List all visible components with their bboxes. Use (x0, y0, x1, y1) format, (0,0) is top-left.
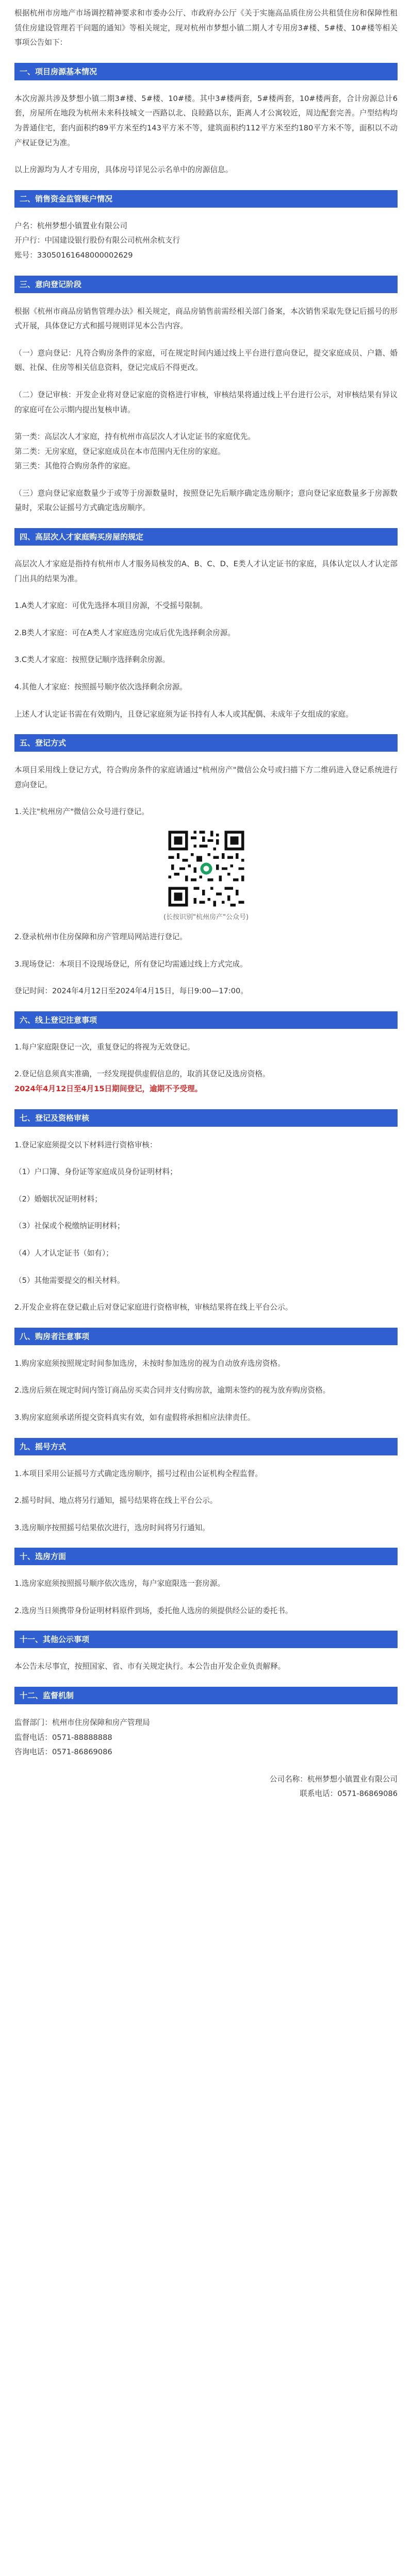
section3-category-1: 第一类：高层次人才家庭，持有杭州市高层次人才认定证书的家庭优先。 (14, 432, 256, 442)
section-heading-2: 二、销售资金监管账户情况 (14, 190, 398, 208)
section4-item-3: 3.C类人才家庭：按照登记顺序选择剩余房源。 (14, 655, 170, 665)
section7-item-5: （5）其他需要提交的相关材料。 (14, 1276, 125, 1285)
section6-item-2: 2.登记信息须真实准确，一经发现提供虚假信息的，取消其登记及选房资格。 (14, 1070, 270, 1079)
section5-method-3: 3.现场登记：本项目不设现场登记，所有登记均需通过线上方式完成。 (14, 959, 248, 969)
section-heading-11: 十一、其他公示事项 (14, 1631, 398, 1648)
section10-item-2: 2.选房当日须携带身份证明材料原件到场，委托他人选房的须提供经公证的委托书。 (14, 1606, 293, 1615)
section7-paragraph-1: 1.登记家庭须提交以下材料进行资格审核： (14, 1140, 157, 1149)
section7-item-4: （4）人才认定证书（如有）； (14, 1248, 113, 1258)
section8-item-1: 1.购房家庭须按照规定时间参加选房，未按时参加选房的视为自动放弃选房资格。 (14, 1359, 285, 1368)
section6-item-1: 1.每户家庭限登记一次，重复登记的将视为无效登记。 (14, 1042, 195, 1052)
section-heading-8: 八、购房者注意事项 (14, 1328, 398, 1345)
section9-item-3: 3.选房顺序按照摇号结果依次进行，选房时间将另行通知。 (14, 1523, 210, 1532)
section-heading-7: 七、登记及资格审核 (14, 1109, 398, 1127)
section-heading-4: 四、高层次人才家庭购买房屋的规定 (14, 528, 398, 546)
section-heading-6: 六、线上登记注意事项 (14, 1011, 398, 1029)
qr-code-image[interactable] (166, 828, 247, 909)
account-bank: 开户行：中国建设银行股份有限公司杭州余杭支行 (14, 236, 180, 245)
article-body (0, 6, 412, 1802)
section9-item-2: 2.摇号时间、地点将另行通知，摇号结果将在线上平台公示。 (14, 1496, 218, 1505)
section-heading-10: 十、选房方面 (14, 1548, 398, 1565)
section3-category-3: 第三类：其他符合购房条件的家庭。 (14, 462, 135, 471)
section9-item-1: 1.本项目采用公证摇号方式确定选房顺序，摇号过程由公证机构全程监督。 (14, 1469, 262, 1478)
footer-phone: 联系电话：0571-86869086 (300, 1789, 398, 1799)
section5-method-1: 1.关注"杭州房产"微信公众号进行登记。 (14, 807, 149, 817)
section7-item-3: （3）社保或个税缴纳证明材料； (14, 1222, 125, 1231)
section4-paragraph-6: 上述人才认定证书需在有效期内，且登记家庭须为证书持有人本人或其配偶、未成年子女组成的家庭。 (14, 709, 353, 719)
section6-red-note: 2024年4月12日至4月15日期间登记，逾期不予受理。 (14, 1084, 203, 1093)
supervision-department: 监督部门：杭州市住房保障和房产管理局 (14, 1718, 150, 1727)
section-heading-3: 三、意向登记阶段 (14, 276, 398, 293)
section-heading-1: 一、项目房源基本情况 (14, 63, 398, 80)
consult-phone: 咨询电话：0571-86869086 (14, 1748, 112, 1757)
account-name: 户名：杭州梦想小镇置业有限公司 (14, 221, 127, 230)
section-heading-12: 十二、监督机制 (14, 1687, 398, 1704)
section8-item-2: 2.选房后须在规定时间内签订商品房买卖合同并支付购房款，逾期未签约的视为放弃购房资格。 (14, 1386, 331, 1395)
section7-paragraph-7: 2.开发企业将在登记截止后对登记家庭进行资格审核，审核结果将在线上平台公示。 (14, 1303, 293, 1312)
section5-paragraph-1: 本项目采用线上登记方式，符合购房条件的家庭请通过"杭州房产"微信公众号或扫描下方二维码进入登记系统进行意向登记。 (14, 766, 398, 789)
section4-item-1: 1.A类人才家庭：可优先选择本项目房源，不受摇号限制。 (14, 601, 208, 611)
supervision-phone: 监督电话：0571-88888888 (14, 1733, 112, 1742)
section7-item-1: （1）户口簿、身份证等家庭成员身份证明材料； (14, 1167, 177, 1177)
qr-code-block (14, 828, 398, 923)
section5-method-2: 2.登录杭州市住房保障和房产管理局网站进行登记。 (14, 933, 187, 941)
intro-paragraph: 根据杭州市房地产市场调控精神要求和市委办公厅、市政府办公厅《关于实施高品质住房公共租赁住房和保障性租赁住房建设管理若干问题的通知》等相关规定，现对杭州市梦想小镇二期人才专用房3#楼、5#楼、10#楼等相关事项公告如下： (14, 9, 398, 47)
section-heading-5: 五、登记方式 (14, 734, 398, 752)
section5-time: 登记时间：2024年4月12日至2024年4月15日，每日9:00—17:00。 (14, 987, 248, 996)
section3-paragraph-3: （二）登记审核：开发企业将对登记家庭的资格进行审核，审核结果将通过线上平台进行公示，对审核结果有异议的家庭可在公示期内提出复核申请。 (14, 390, 398, 414)
section-heading-9: 九、摇号方式 (14, 1438, 398, 1455)
section7-item-2: （2）婚姻状况证明材料； (14, 1194, 102, 1204)
section3-category-2: 第二类：无房家庭，登记家庭成员在本市范围内无住房的家庭。 (14, 447, 225, 456)
section4-paragraph-1: 高层次人才家庭是指持有杭州市人才服务局核发的A、B、C、D、E类人才认定证书的家庭，具体认定以人才认定部门出具的结果为准。 (14, 560, 398, 583)
section1-paragraph-2: 以上房源均为人才专用房，具体房号详见公示名单中的房源信息。 (14, 165, 233, 175)
section4-item-4: 4.其他人才家庭：按照摇号顺序依次选择剩余房源。 (14, 683, 187, 692)
announcement-page (0, 6, 412, 1802)
qr-caption: (长按识别"杭州房产"公众号) (163, 913, 249, 921)
section8-item-3: 3.购房家庭须承诺所提交资料真实有效，如有虚假将承担相应法律责任。 (14, 1413, 255, 1422)
section4-item-2: 2.B类人才家庭：可在A类人才家庭选房完成后优先选择剩余房源。 (14, 628, 235, 637)
section3-paragraph-7: （三）意向登记家庭数量少于或等于房源数量时，按照登记先后顺序确定选房顺序；意向登记家庭数量多于房源数量时，采取公证摇号方式确定选房顺序。 (14, 488, 398, 513)
footer-signature (14, 1772, 398, 1802)
account-number: 账号：33050161648000002629 (14, 250, 133, 260)
section11-paragraph-1: 本公告未尽事宜，按照国家、省、市有关规定执行。本公告由开发企业负责解释。 (14, 1662, 286, 1671)
section3-paragraph-1: 根据《杭州市商品房销售管理办法》相关规定，商品房销售前需经相关部门备案，本次销售采取先登记后摇号的形式开展，具体登记方式和摇号规则详见本公告内容。 (14, 307, 398, 331)
section3-paragraph-2: （一）意向登记：凡符合购房条件的家庭，可在规定时间内通过线上平台进行意向登记，提交家庭成员、户籍、婚姻、社保、住房等相关信息资料，登记完成后不得更改。 (14, 348, 398, 372)
section10-item-1: 1.选房家庭须按照摇号顺序依次选房，每户家庭限选一套房源。 (14, 1579, 225, 1588)
section1-paragraph-1: 本次房源共涉及梦想小镇二期3#楼、5#楼、10#楼。其中3#楼两套，5#楼两套，10#楼两套，合计房源总计6套，房屋所在地段为杭州未来科技城文一西路以北、良睦路以东，距离人才公寓较近，周边配套完善。户型结构均为普通住宅，套内面积约89平方米至约143平方米不等，建筑面积约112平方米至约180平方米不等，面积以不动产权证登记为准。 (14, 94, 398, 147)
footer-company: 公司名称：杭州梦想小镇置业有限公司 (269, 1774, 398, 1784)
